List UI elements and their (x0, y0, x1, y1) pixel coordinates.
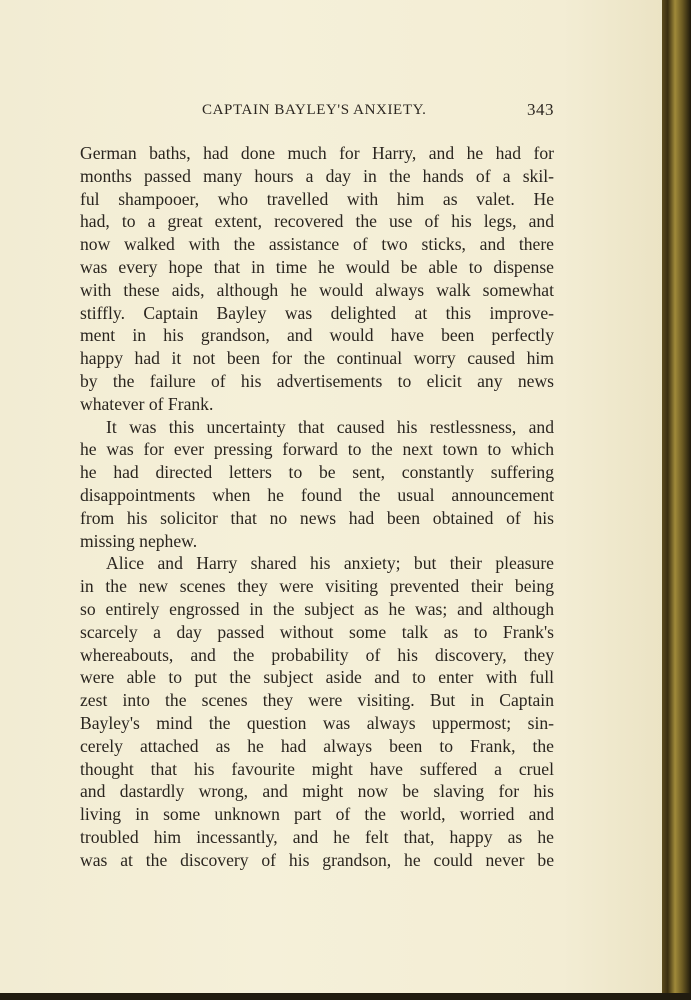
text-line: whatever of Frank. (80, 393, 214, 414)
text-line: happy had it not been for the continual worry caused him (80, 348, 554, 369)
text-line: were able to put the subject aside and to enter with full (80, 667, 554, 688)
text-line: cerely attached as he had always been to Frank, the (80, 735, 554, 756)
text-line: had, to a great extent, recovered the use of his legs, and (80, 211, 554, 232)
text-line: Alice and Harry shared his anxiety; but their pleasure (106, 553, 554, 574)
text-line: disappointments when he found the usual announcement (80, 484, 554, 505)
body-text (80, 142, 554, 872)
text-line: so entirely engrossed in the subject as he was; and although (80, 598, 554, 619)
text-line: by the failure of his advertisements to elicit any news (80, 370, 554, 391)
text-line: whereabouts, and the probability of his discovery, they (80, 644, 554, 665)
page-number: 343 (527, 100, 554, 119)
text-line: with these aids, although he would always walk somewhat (80, 279, 554, 300)
text-line: and dastardly wrong, and might now be slaving for his (80, 781, 554, 802)
text-line: he was for ever pressing forward to the next town to which (80, 439, 554, 460)
text-line: ful shampooer, who travelled with him as valet. He (80, 188, 554, 209)
text-line: now walked with the assistance of two sticks, and there (80, 234, 554, 255)
text-line: in the new scenes they were visiting prevented their being (80, 576, 554, 597)
text-line: German baths, had done much for Harry, and he had for (80, 143, 554, 163)
book-binding-edge (662, 0, 691, 1000)
text-line: Bayley's mind the question was always uppermost; sin- (80, 712, 554, 733)
text-line: was at the discovery of his grandson, he could never be (80, 849, 554, 870)
text-line: scarcely a day passed without some talk as to Frank's (80, 621, 554, 642)
page-bottom-edge (0, 993, 691, 1000)
text-line: living in some unknown part of the world, worried and (80, 804, 554, 825)
running-head (80, 100, 554, 124)
text-line: missing nephew. (80, 530, 198, 551)
text-line: zest into the scenes they were visiting. But in Captain (80, 690, 554, 711)
text-line: troubled him incessantly, and he felt that, happy as he (80, 826, 554, 847)
text-line: he had directed letters to be sent, constantly suffering (80, 462, 554, 483)
text-line: thought that his favourite might have suffered a cruel (80, 758, 554, 779)
text-line: It was this uncertainty that caused his restlessness, and (106, 416, 554, 437)
text-line: months passed many hours a day in the hands of a skil- (80, 165, 554, 186)
running-title: CAPTAIN BAYLEY'S ANXIETY. (202, 102, 427, 118)
text-line: ment in his grandson, and would have been perfectly (80, 325, 554, 346)
text-line: stiffly. Captain Bayley was delighted at this improve- (80, 302, 554, 323)
text-line: from his solicitor that no news had been obtained of his (80, 507, 554, 528)
text-line: was every hope that in time he would be able to dispense (80, 256, 554, 277)
